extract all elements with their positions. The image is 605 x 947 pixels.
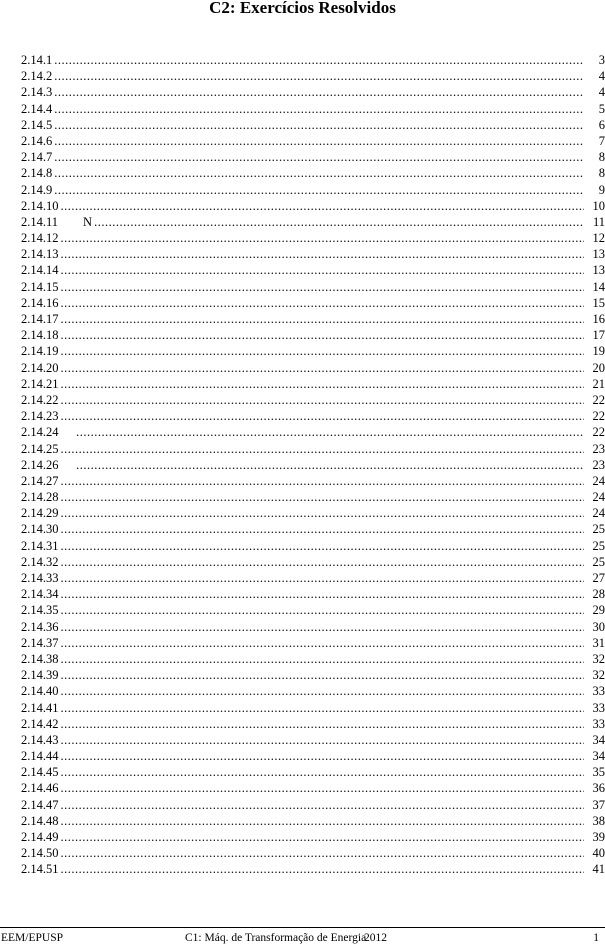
footer-course-title: C1: Máq. de Transformação de Energia (185, 932, 367, 944)
toc-entry-label: 2.14.20 (21, 360, 59, 375)
toc-entry[interactable] (21, 262, 605, 278)
toc-entry-page: 6 (598, 117, 605, 132)
toc-entry[interactable] (21, 700, 605, 716)
toc-dot-leader (61, 279, 585, 295)
toc-entry[interactable] (21, 84, 605, 100)
toc-entry-label: 2.14.27 (21, 473, 59, 488)
toc-entry-page: 23 (592, 457, 605, 472)
toc-entry-page: 33 (592, 716, 605, 731)
toc-dot-leader (61, 441, 585, 457)
toc-entry[interactable] (21, 117, 605, 133)
toc-dot-leader (61, 230, 585, 246)
toc-entry[interactable] (21, 829, 605, 845)
toc-entry[interactable] (21, 586, 605, 602)
toc-dot-leader (61, 408, 585, 424)
page-title: C2: Exercícios Resolvidos (209, 0, 396, 17)
toc-dot-leader (61, 505, 585, 521)
toc-entry[interactable] (21, 748, 605, 764)
toc-entry[interactable] (21, 764, 605, 780)
toc-dot-leader (54, 133, 584, 149)
toc-dot-leader (61, 651, 585, 667)
toc-entry-page: 34 (592, 749, 605, 764)
toc-entry[interactable] (21, 651, 605, 667)
toc-entry-page: 22 (592, 425, 605, 440)
toc-dot-leader (54, 149, 584, 165)
toc-entry-label: 2.14.13 (21, 247, 59, 262)
toc-entry-label: 2.14.46 (21, 781, 59, 796)
toc-dot-leader (54, 182, 584, 198)
toc-entry-label: 2.14.51 (21, 862, 59, 877)
toc-entry-label: 2.14.2 (21, 69, 53, 84)
toc-entry-page: 4 (598, 69, 605, 84)
toc-entry-label: 2.14.40 (21, 684, 59, 699)
toc-dot-leader (61, 797, 585, 813)
toc-dot-leader (61, 602, 585, 618)
page-footer (0, 927, 605, 946)
toc-dot-leader (76, 424, 584, 440)
toc-entry-page: 41 (592, 862, 605, 877)
toc-dot-leader (61, 748, 585, 764)
toc-entry-page: 21 (592, 376, 605, 391)
toc-dot-leader (61, 538, 585, 554)
toc-entry-page: 22 (592, 409, 605, 424)
toc-dot-leader (54, 117, 584, 133)
toc-entry-label: 2.14.41 (21, 700, 59, 715)
toc-dot-leader (61, 667, 585, 683)
toc-entry-label: 2.14.24 (21, 425, 75, 440)
toc-entry-label: 2.14.44 (21, 749, 59, 764)
toc-entry-page: 24 (592, 506, 605, 521)
toc-entry-page: 33 (592, 700, 605, 715)
toc-entry-page: 13 (592, 263, 605, 278)
toc-dot-leader (61, 716, 585, 732)
toc-entry[interactable] (21, 797, 605, 813)
toc-entry-label: 2.14.33 (21, 571, 59, 585)
toc-entry-label: 2.14.49 (21, 830, 59, 844)
toc-entry-page: 16 (592, 312, 605, 326)
toc-entry-label: 2.14.30 (21, 522, 59, 537)
toc-dot-leader (94, 214, 584, 230)
toc-entry-label: 2.14.10 (21, 198, 59, 213)
toc-entry[interactable] (21, 68, 605, 84)
toc-entry-label: 2.14.26 (21, 457, 75, 472)
toc-entry[interactable] (21, 424, 605, 440)
toc-entry-label: 2.14.28 (21, 490, 59, 505)
toc-dot-leader (61, 586, 585, 602)
toc-entry[interactable] (21, 165, 605, 181)
toc-entry-label: 2.14.14 (21, 263, 59, 278)
toc-entry-page: 8 (598, 150, 605, 165)
toc-dot-leader (54, 101, 584, 117)
toc-entry-label: 2.14.48 (21, 813, 59, 828)
toc-entry[interactable] (21, 521, 605, 537)
toc-entry-label: 2.14.47 (21, 797, 59, 812)
toc-dot-leader (61, 764, 585, 780)
toc-entry[interactable] (21, 457, 605, 473)
toc-dot-leader (61, 360, 585, 376)
toc-entry-label: 2.14.9 (21, 182, 53, 197)
toc-entry[interactable] (21, 505, 605, 521)
toc-entry-label: 2.14.8 (21, 166, 53, 181)
toc-entry[interactable] (21, 311, 605, 327)
toc-entry-label: 2.14.3 (21, 85, 53, 100)
toc-entry-page: 40 (592, 846, 605, 861)
toc-entry[interactable] (21, 295, 605, 311)
toc-entry-label: 2.14.43 (21, 732, 59, 747)
toc-entry[interactable] (21, 149, 605, 165)
toc-entry[interactable] (21, 570, 605, 586)
toc-entry[interactable] (21, 408, 605, 424)
toc-entry-page: 11 (592, 214, 605, 229)
toc-dot-leader (61, 521, 585, 537)
toc-entry-page: 22 (592, 392, 605, 407)
toc-entry[interactable] (21, 667, 605, 683)
toc-entry-label: 2.14.35 (21, 603, 59, 618)
toc-entry-page: 9 (598, 182, 605, 197)
toc-entry-page: 12 (592, 231, 605, 246)
toc-dot-leader (54, 68, 584, 84)
toc-dot-leader (61, 343, 585, 359)
toc-entry-label: 2.14.39 (21, 668, 59, 683)
footer-institution: EEM/EPUSP (1, 932, 63, 944)
toc-entry[interactable] (21, 279, 605, 295)
toc-dot-leader (54, 52, 584, 68)
toc-entry-page: 31 (592, 635, 605, 650)
toc-entry-page: 20 (592, 360, 605, 375)
toc-entry[interactable] (21, 732, 605, 748)
toc-entry-page: 25 (592, 538, 605, 553)
toc-entry-page: 32 (592, 668, 605, 683)
toc-dot-leader (61, 732, 585, 748)
toc-entry-page: 25 (592, 554, 605, 569)
toc-entry[interactable] (21, 182, 605, 198)
toc-entry-page: 8 (598, 166, 605, 181)
toc-dot-leader (61, 198, 585, 214)
toc-entry-label: 2.14.31 (21, 538, 59, 553)
toc-entry-label: 2.14.23 (21, 409, 59, 424)
toc-entry[interactable] (21, 683, 605, 699)
toc-entry-page: 38 (592, 813, 605, 828)
toc-entry-label: 2.14.12 (21, 231, 59, 246)
toc-dot-leader (61, 683, 585, 699)
toc-entry-label: 2.14.38 (21, 651, 59, 666)
toc-entry[interactable] (21, 214, 605, 230)
toc-entry-page: 34 (592, 732, 605, 747)
toc-entry-page: 27 (592, 571, 605, 585)
toc-entry[interactable] (21, 845, 605, 861)
toc-dot-leader (61, 489, 585, 505)
toc-entry-label: 2.14.25 (21, 441, 59, 456)
toc-entry[interactable] (21, 716, 605, 732)
toc-entry-label: 2.14.45 (21, 765, 59, 780)
toc-entry-label: 2.14.7 (21, 150, 53, 165)
toc-dot-leader (54, 165, 584, 181)
footer-page-number: 1 (593, 932, 599, 944)
table-of-contents (21, 52, 605, 878)
toc-dot-leader (61, 376, 585, 392)
toc-dot-leader (61, 813, 585, 829)
toc-dot-leader (61, 327, 585, 343)
toc-entry-page: 33 (592, 684, 605, 699)
toc-dot-leader (61, 570, 585, 586)
toc-entry-page: 25 (592, 522, 605, 537)
toc-entry-label: 2.14.5 (21, 117, 53, 132)
toc-dot-leader (61, 700, 585, 716)
toc-entry-label: 2.14.15 (21, 279, 59, 294)
toc-entry[interactable] (21, 441, 605, 457)
toc-entry-page: 15 (592, 295, 605, 310)
toc-entry[interactable] (21, 376, 605, 392)
toc-entry-label: 2.14.22 (21, 392, 59, 407)
toc-dot-leader (61, 635, 585, 651)
toc-entry[interactable] (21, 489, 605, 505)
toc-entry[interactable] (21, 554, 605, 570)
toc-entry-page: 5 (598, 101, 605, 116)
toc-dot-leader (61, 845, 585, 861)
toc-entry-page: 23 (592, 441, 605, 456)
toc-entry[interactable] (21, 343, 605, 359)
toc-entry-page: 3 (598, 53, 605, 67)
toc-entry-page: 24 (592, 473, 605, 488)
toc-entry-label: 2.14.4 (21, 101, 53, 116)
toc-entry-label: 2.14.50 (21, 846, 59, 861)
toc-entry-page: 10 (592, 198, 605, 213)
toc-dot-leader (61, 829, 585, 845)
toc-entry-page: 39 (592, 830, 605, 844)
toc-dot-leader (61, 262, 585, 278)
toc-dot-leader (61, 780, 585, 796)
toc-entry[interactable] (21, 473, 605, 489)
toc-entry-label: 2.14.36 (21, 619, 59, 634)
toc-dot-leader (61, 295, 585, 311)
toc-entry[interactable] (21, 52, 605, 68)
toc-entry-label: 2.14.11 N (21, 214, 93, 229)
toc-entry[interactable] (21, 861, 605, 877)
toc-entry[interactable] (21, 133, 605, 149)
toc-dot-leader (61, 311, 585, 327)
toc-dot-leader (61, 619, 585, 635)
toc-entry[interactable] (21, 813, 605, 829)
toc-entry[interactable] (21, 619, 605, 635)
toc-dot-leader (76, 457, 584, 473)
toc-entry-page: 36 (592, 781, 605, 796)
toc-dot-leader (61, 861, 585, 877)
toc-entry[interactable] (21, 246, 605, 262)
toc-entry-page: 35 (592, 765, 605, 780)
toc-entry-page: 14 (592, 279, 605, 294)
toc-entry-label: 2.14.21 (21, 376, 59, 391)
toc-entry-label: 2.14.18 (21, 328, 59, 343)
toc-entry-label: 2.14.16 (21, 295, 59, 310)
toc-entry-page: 37 (592, 797, 605, 812)
toc-entry-label: 2.14.32 (21, 554, 59, 569)
toc-entry[interactable] (21, 780, 605, 796)
toc-entry-page: 19 (592, 344, 605, 359)
footer-year: 2012 (364, 932, 387, 944)
toc-dot-leader (54, 84, 584, 100)
toc-entry-label: 2.14.1 (21, 53, 53, 67)
toc-entry-page: 17 (592, 328, 605, 343)
toc-dot-leader (61, 392, 585, 408)
toc-entry-label: 2.14.29 (21, 506, 59, 521)
toc-entry-page: 7 (598, 133, 605, 148)
toc-entry-page: 32 (592, 651, 605, 666)
toc-entry[interactable] (21, 327, 605, 343)
toc-dot-leader (61, 246, 585, 262)
toc-entry-page: 24 (592, 490, 605, 505)
toc-entry-label: 2.14.19 (21, 344, 59, 359)
toc-entry-label: 2.14.34 (21, 587, 59, 602)
toc-entry-label: 2.14.6 (21, 133, 53, 148)
toc-entry[interactable] (21, 198, 605, 214)
toc-entry[interactable] (21, 538, 605, 554)
toc-entry[interactable] (21, 101, 605, 117)
toc-entry-page: 29 (592, 603, 605, 618)
toc-entry[interactable] (21, 392, 605, 408)
toc-entry[interactable] (21, 602, 605, 618)
toc-entry-label: 2.14.17 (21, 312, 59, 326)
toc-entry-page: 4 (598, 85, 605, 100)
toc-dot-leader (61, 473, 585, 489)
toc-entry-page: 28 (592, 587, 605, 602)
toc-entry[interactable] (21, 635, 605, 651)
toc-entry[interactable] (21, 230, 605, 246)
toc-entry-label: 2.14.37 (21, 635, 59, 650)
toc-entry-page: 30 (592, 619, 605, 634)
toc-entry-label: 2.14.42 (21, 716, 59, 731)
toc-entry-page: 13 (592, 247, 605, 262)
toc-entry[interactable] (21, 360, 605, 376)
toc-dot-leader (61, 554, 585, 570)
